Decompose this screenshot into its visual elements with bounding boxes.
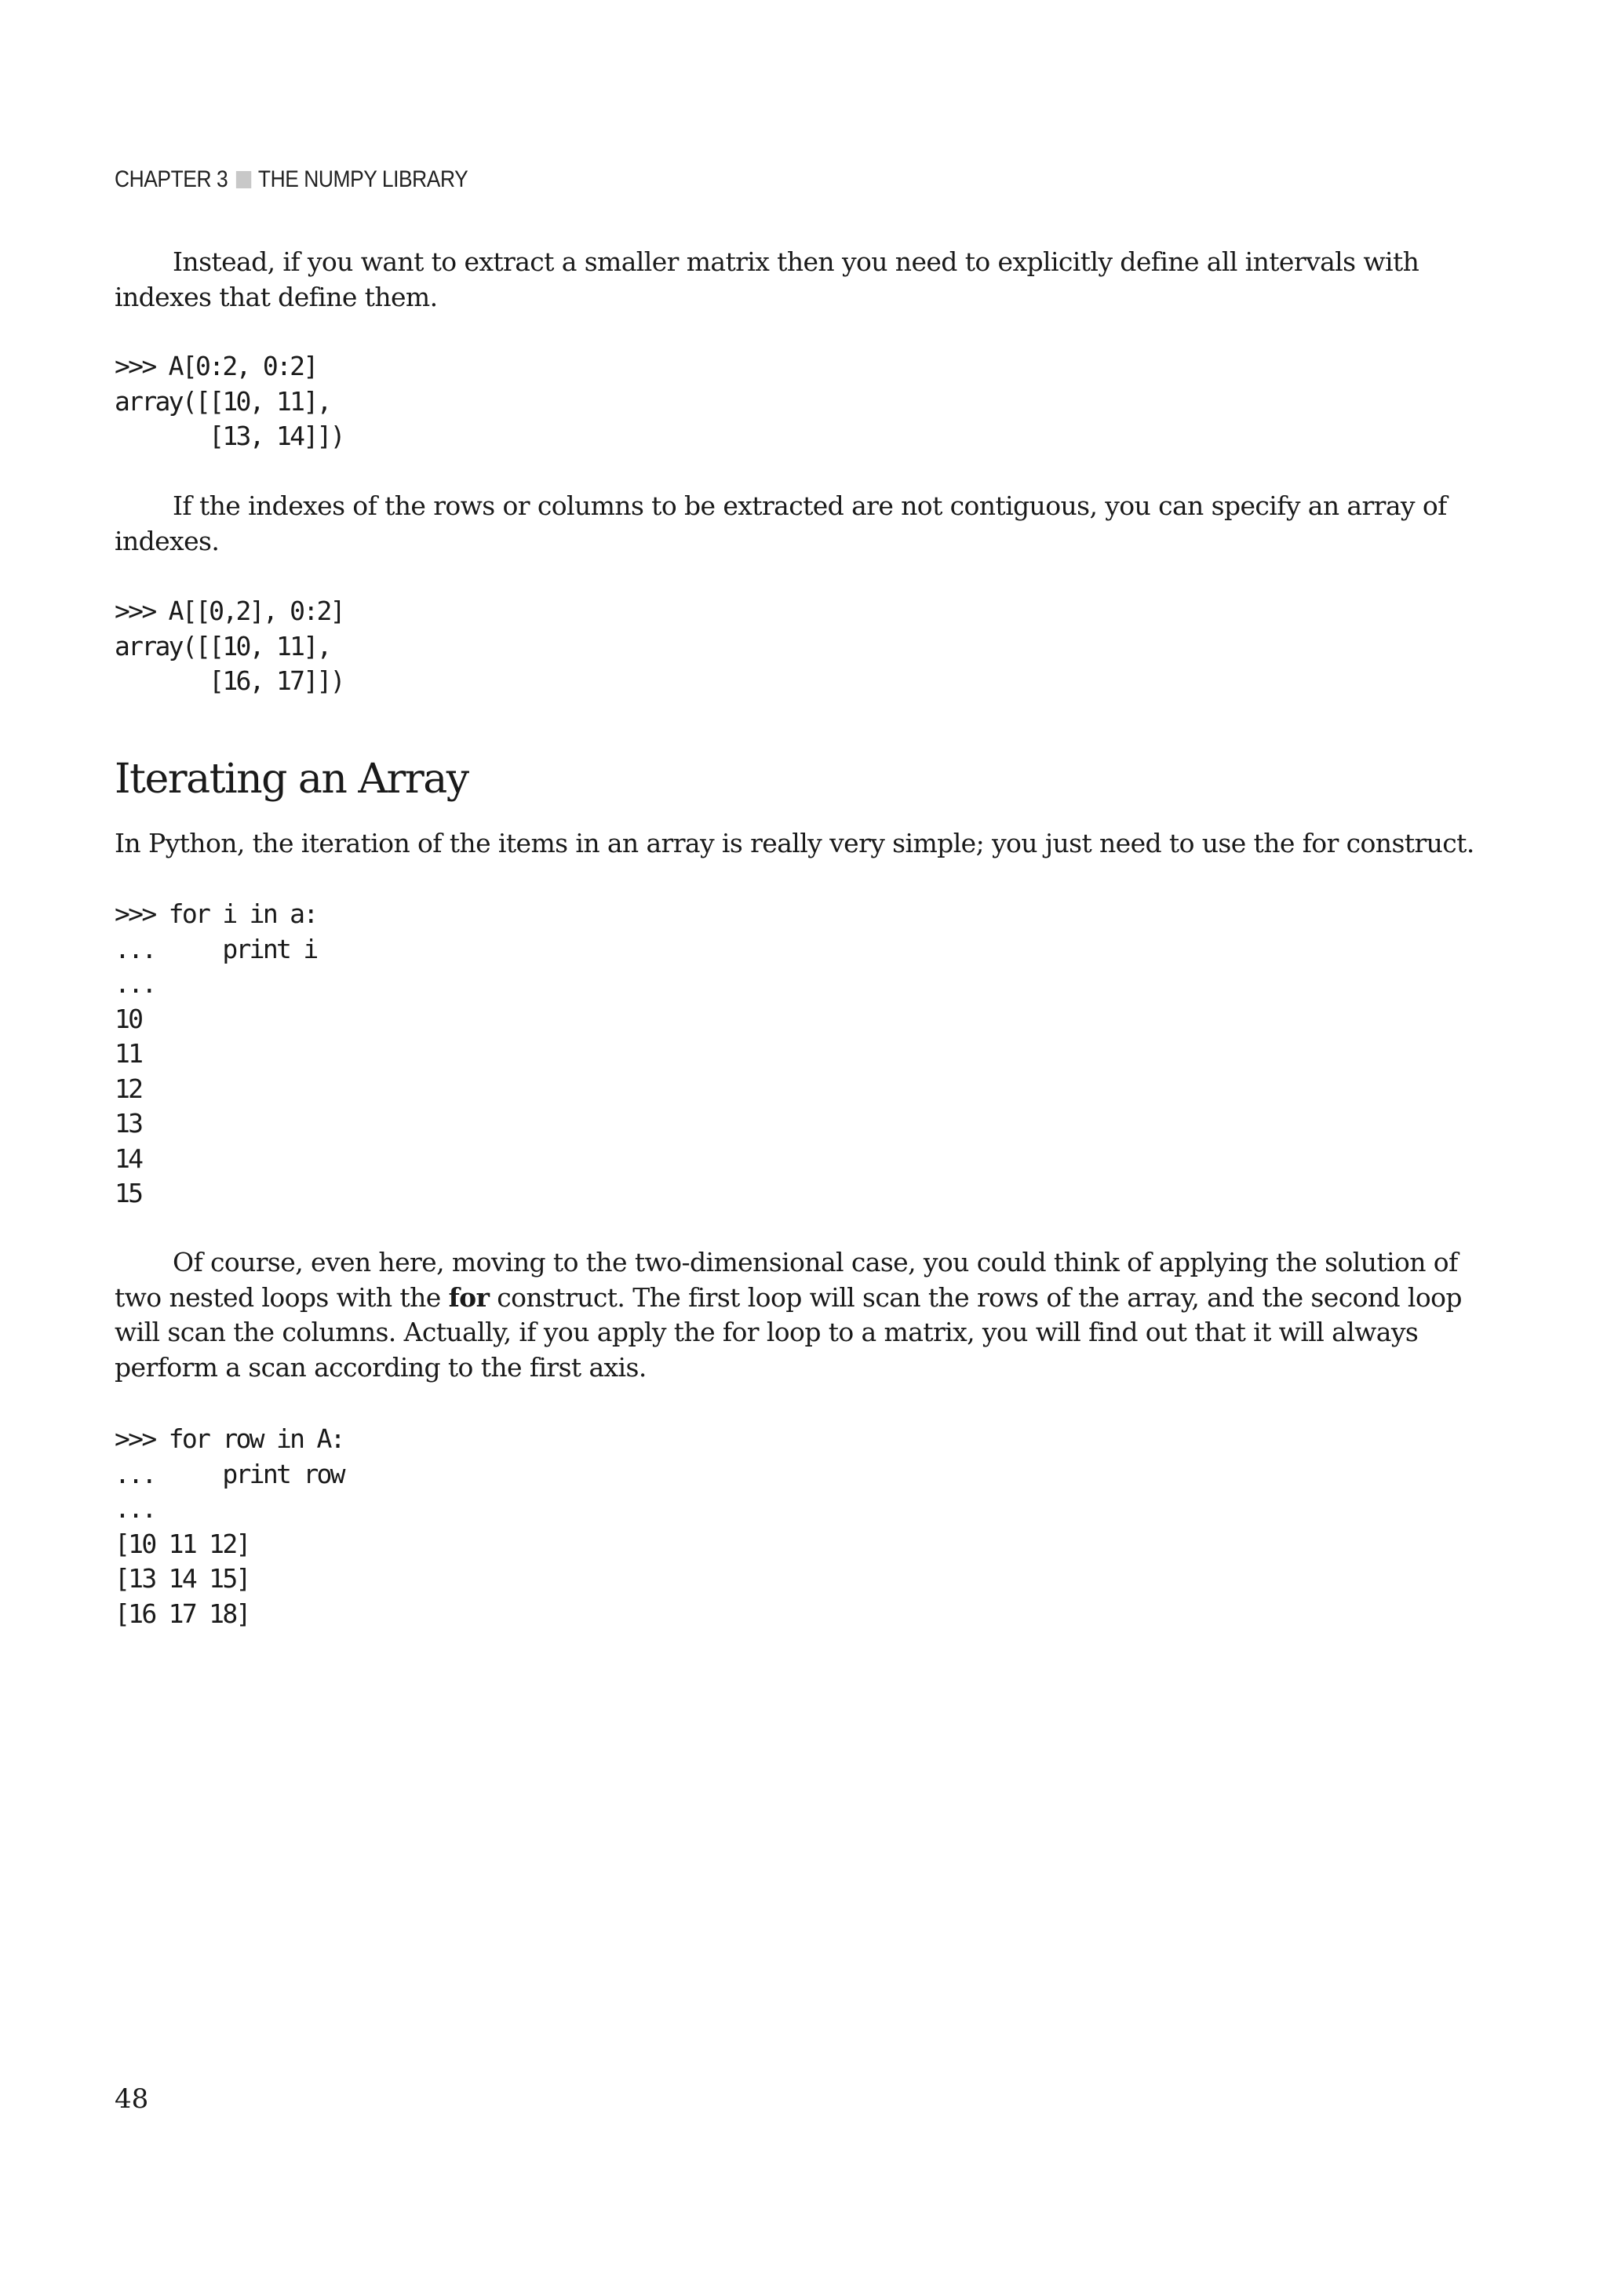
code-line: ... print row bbox=[115, 1458, 344, 1489]
paragraph-line: If the indexes of the rows or columns to be extracted are not contiguous, you can specify an array of bbox=[173, 490, 1447, 521]
paragraph-line: Of course, even here, moving to the two-dimensional case, you could think of applying the solution of bbox=[173, 1247, 1458, 1277]
paragraph-3 bbox=[115, 826, 1474, 862]
code-line: 14 bbox=[115, 1143, 142, 1174]
code-line: 10 bbox=[115, 1003, 142, 1034]
paragraph-2 bbox=[115, 489, 1447, 559]
separator-square-icon bbox=[236, 171, 251, 188]
bold-keyword: for bbox=[448, 1281, 490, 1313]
page-number: 48 bbox=[115, 2083, 149, 2115]
paragraph-line: Instead, if you want to extract a smaller matrix then you need to explicitly define all intervals with bbox=[173, 246, 1419, 277]
paragraph-1 bbox=[115, 245, 1419, 315]
text-run: construct. The first loop will scan the rows of the array, and the second loop bbox=[489, 1281, 1462, 1313]
chapter-title: THE NUMPY LIBRARY bbox=[257, 166, 468, 192]
text-run: two nested loops with the bbox=[115, 1281, 449, 1313]
paragraph-line: perform a scan according to the first axis. bbox=[115, 1351, 647, 1383]
paragraph-line bbox=[115, 1281, 1462, 1316]
code-line: >>> A[0:2, 0:2] bbox=[115, 351, 317, 381]
code-block-3 bbox=[115, 897, 317, 1212]
code-line: ... print i bbox=[115, 933, 317, 964]
code-line: ... bbox=[115, 1493, 155, 1524]
code-block-1 bbox=[115, 349, 344, 454]
paragraph-4 bbox=[115, 1245, 1462, 1385]
section-heading-block bbox=[115, 756, 468, 803]
code-block-4 bbox=[115, 1422, 344, 1631]
code-line: >>> for row in A: bbox=[115, 1423, 344, 1454]
paragraph-line: indexes that define them. bbox=[115, 281, 438, 312]
code-line: 15 bbox=[115, 1178, 142, 1208]
code-line: [16, 17]]) bbox=[115, 665, 344, 696]
code-line: 11 bbox=[115, 1038, 142, 1069]
code-line: 12 bbox=[115, 1073, 142, 1104]
paragraph-line: will scan the columns. Actually, if you apply the for loop to a matrix, you will find out that it will always bbox=[115, 1317, 1419, 1347]
code-line: array([[10, 11], bbox=[115, 630, 330, 661]
code-line: [16 17 18] bbox=[115, 1598, 250, 1629]
code-line: [13, 14]]) bbox=[115, 421, 344, 451]
code-line: ... bbox=[115, 968, 155, 999]
paragraph-line: In Python, the iteration of the items in an array is really very simple; you just need to use the for construct. bbox=[115, 828, 1474, 858]
book-page bbox=[115, 0, 1496, 2296]
code-line: >>> A[[0,2], 0:2] bbox=[115, 596, 344, 626]
code-line: [13 14 15] bbox=[115, 1563, 250, 1594]
chapter-label: CHAPTER 3 bbox=[115, 166, 228, 192]
code-line: [10 11 12] bbox=[115, 1528, 250, 1559]
code-line: >>> for i in a: bbox=[115, 898, 317, 929]
code-line: array([[10, 11], bbox=[115, 385, 330, 417]
code-line: 13 bbox=[115, 1108, 142, 1139]
section-heading: Iterating an Array bbox=[115, 756, 468, 803]
paragraph-line: indexes. bbox=[115, 525, 220, 556]
running-head bbox=[115, 166, 468, 193]
code-block-2 bbox=[115, 594, 344, 699]
